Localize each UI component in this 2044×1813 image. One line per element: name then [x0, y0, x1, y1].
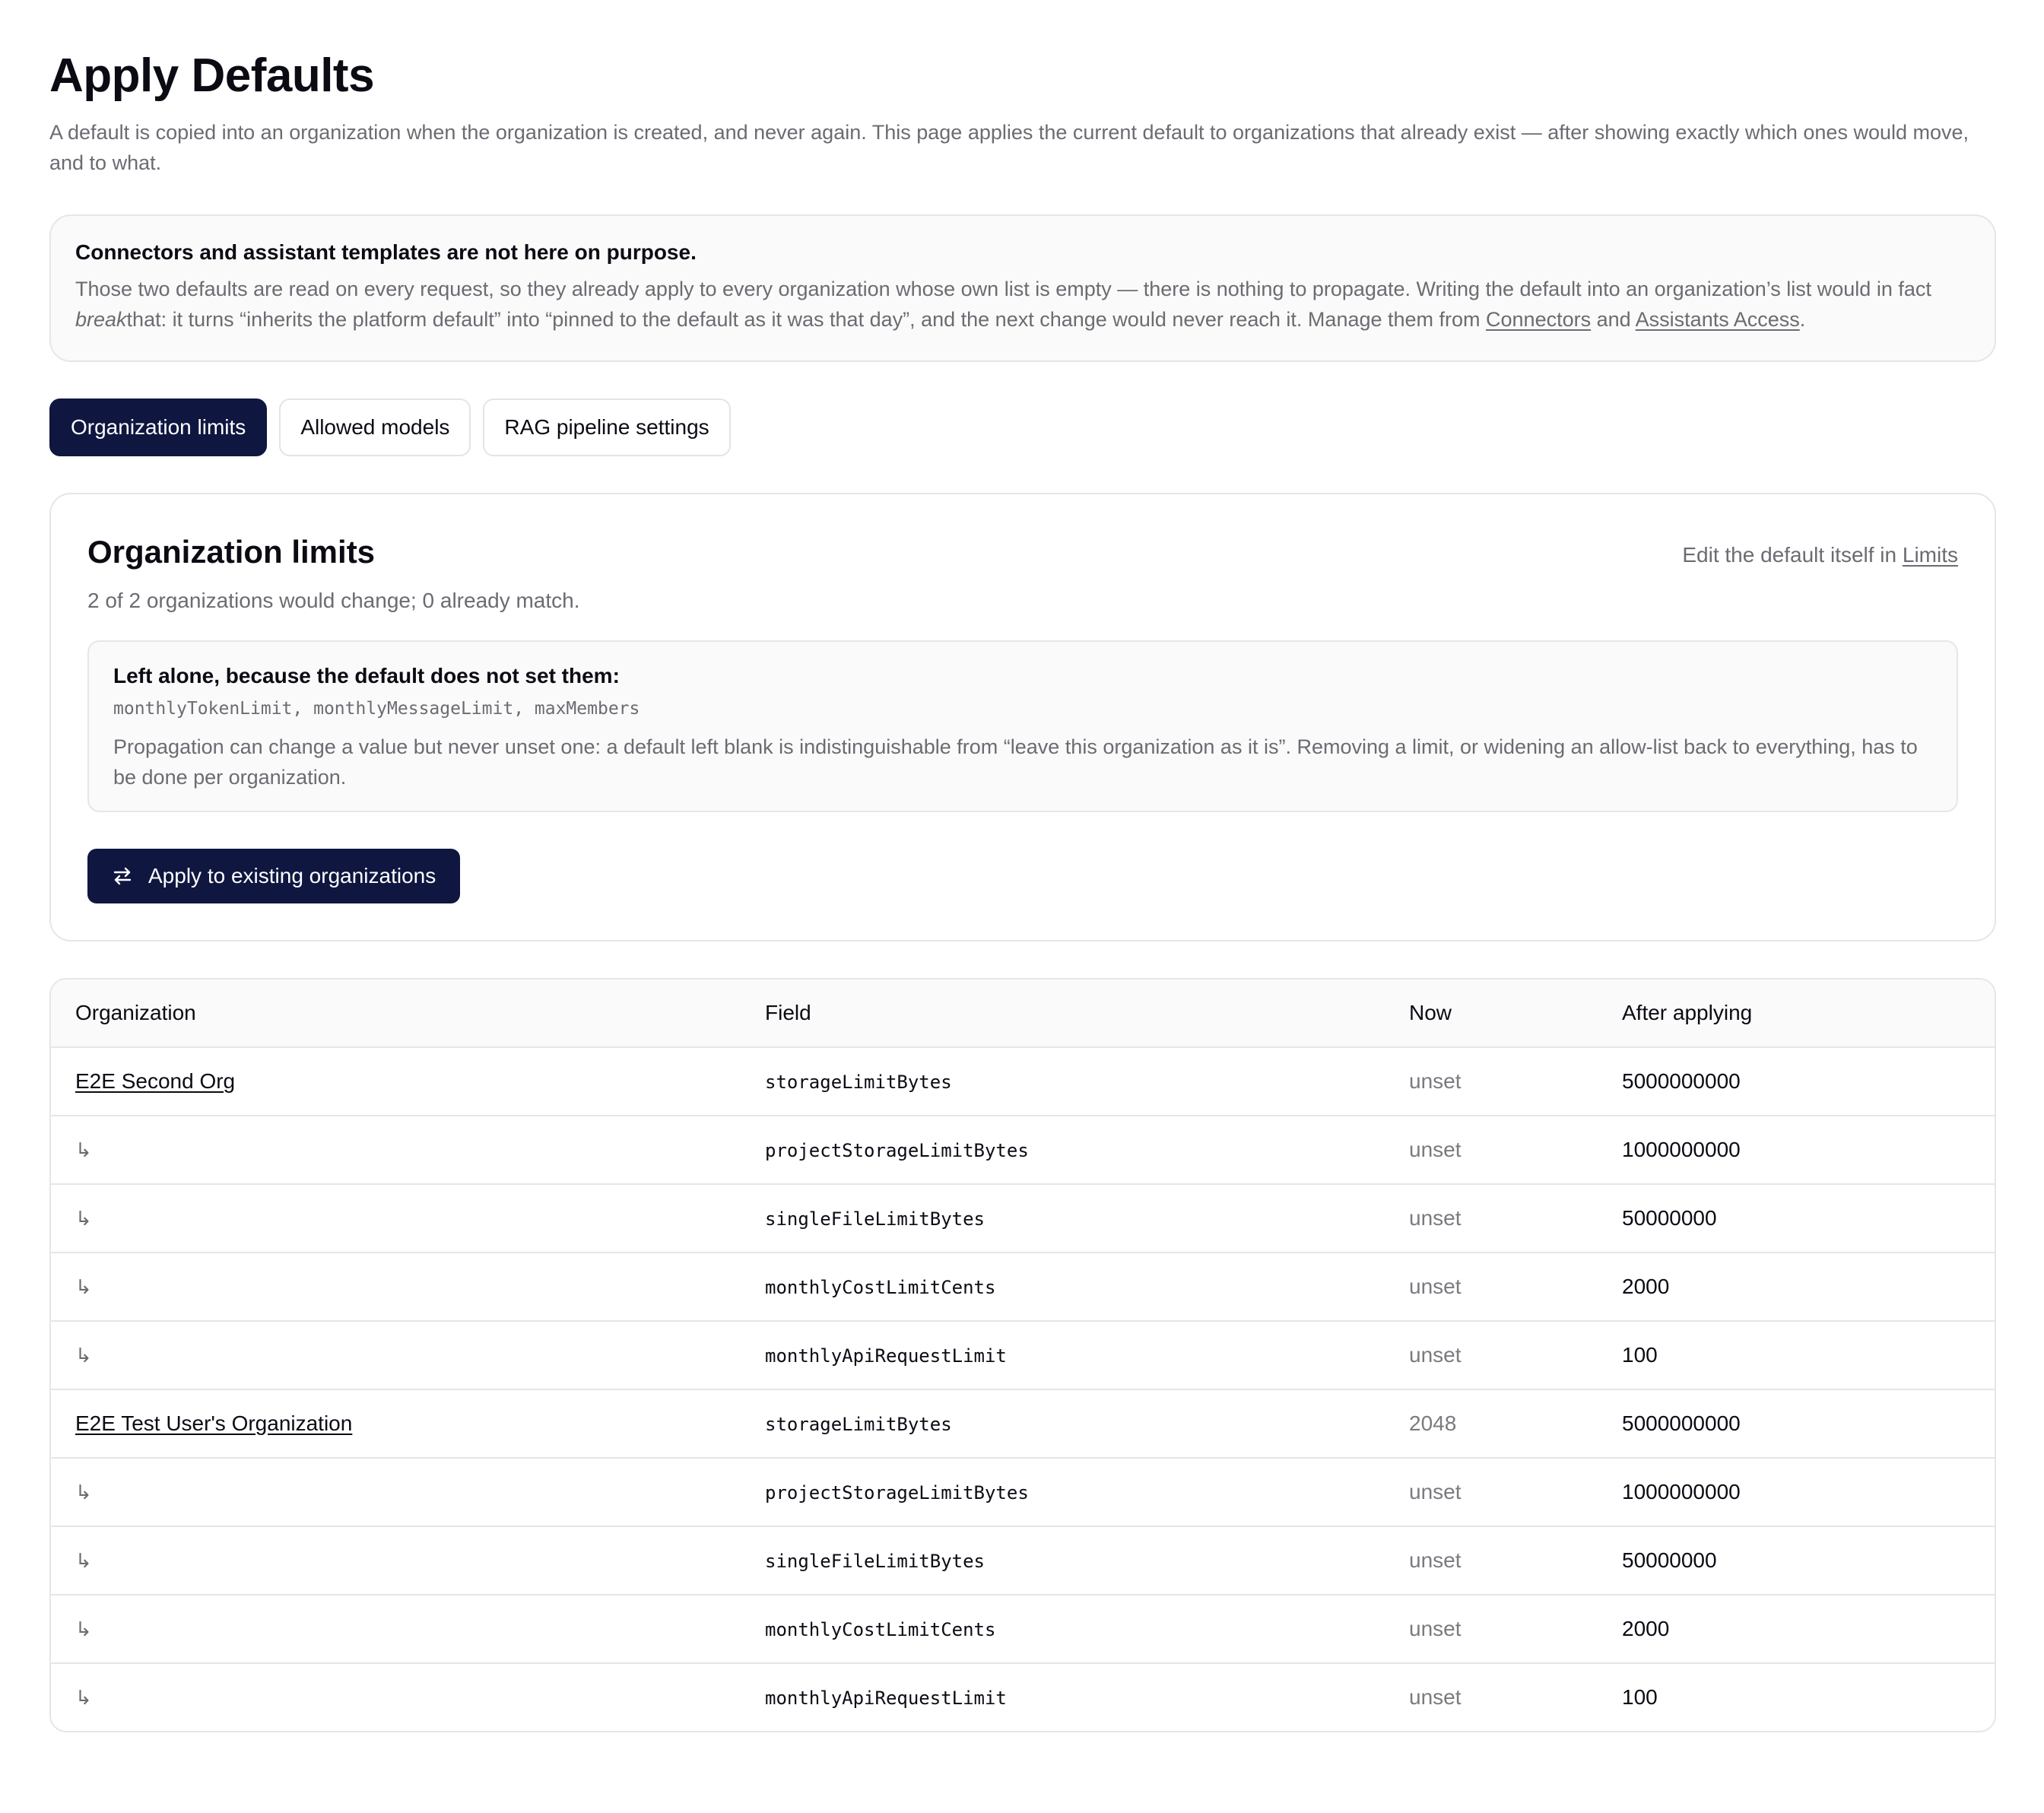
cell-organization	[51, 1526, 741, 1595]
organization-limits-card	[49, 493, 1996, 941]
table-row	[51, 1116, 1995, 1184]
field-name: monthlyApiRequestLimit	[765, 1345, 1007, 1367]
cell-field	[741, 1663, 1385, 1731]
continuation-arrow-icon: ↳	[75, 1549, 92, 1572]
table-row	[51, 1595, 1995, 1663]
notice-body-part2: that: it turns “inherits the platform default” into “pinned to the default as it was that day”, and the next change would never reach it. Manage them from	[126, 308, 1487, 331]
changes-table	[49, 978, 1996, 1732]
cell-now-value: unset	[1385, 1047, 1598, 1116]
organization-link[interactable]: E2E Test User's Organization	[75, 1411, 353, 1435]
connectors-link[interactable]: Connectors	[1486, 308, 1592, 331]
connectors-notice	[49, 214, 1996, 362]
cell-field	[741, 1321, 1385, 1389]
tab-allowed-models[interactable]: Allowed models	[279, 398, 471, 456]
left-alone-heading: Left alone, because the default does not set them:	[113, 664, 620, 687]
cell-after-value: 2000	[1598, 1253, 1995, 1321]
cell-organization	[51, 1458, 741, 1526]
table-row	[51, 1321, 1995, 1389]
cell-now-value: unset	[1385, 1116, 1598, 1184]
table-row	[51, 1458, 1995, 1526]
cell-after-value: 5000000000	[1598, 1389, 1995, 1458]
edit-default-prefix: Edit the default itself in	[1682, 543, 1903, 567]
cell-now-value: unset	[1385, 1458, 1598, 1526]
cell-now-value: unset	[1385, 1321, 1598, 1389]
field-name: monthlyApiRequestLimit	[765, 1688, 1007, 1709]
cell-after-value: 100	[1598, 1321, 1995, 1389]
notice-body-and: and	[1591, 308, 1636, 331]
tab-organization-limits[interactable]: Organization limits	[49, 398, 267, 456]
cell-now-value: unset	[1409, 1685, 1462, 1709]
cell-field	[741, 1253, 1385, 1321]
cell-now-value: unset	[1385, 1184, 1598, 1253]
cell-organization	[51, 1116, 741, 1184]
cell-field	[741, 1184, 1385, 1253]
cell-field	[741, 1389, 1385, 1458]
cell-field	[741, 1047, 1385, 1116]
field-name: projectStorageLimitBytes	[765, 1140, 1029, 1161]
cell-after-value: 50000000	[1598, 1184, 1995, 1253]
field-name: monthlyCostLimitCents	[765, 1619, 996, 1640]
table-row	[51, 1526, 1995, 1595]
assistants-access-link[interactable]: Assistants Access	[1635, 308, 1800, 331]
cell-now-value: unset	[1385, 1526, 1598, 1595]
header-organization: Organization	[51, 980, 741, 1047]
cell-organization	[51, 1184, 741, 1253]
page-subtitle: A default is copied into an organization when the organization is created, and never again. This page applies the current default to organizations that already exist — after showing exactly which ones would move, and to what.	[49, 121, 1969, 174]
cell-organization	[51, 1047, 741, 1116]
left-alone-box	[87, 640, 1958, 812]
apply-to-existing-button[interactable]	[87, 849, 460, 903]
left-alone-fields: monthlyTokenLimit, monthlyMessageLimit, maxMembers	[113, 699, 640, 719]
defaults-tabs	[49, 398, 1995, 456]
notice-heading: Connectors and assistant templates are not here on purpose.	[75, 240, 697, 264]
field-name: projectStorageLimitBytes	[765, 1482, 1029, 1503]
notice-body-end: .	[1799, 308, 1806, 331]
field-name: storageLimitBytes	[765, 1072, 952, 1093]
cell-organization	[51, 1321, 741, 1389]
field-name: singleFileLimitBytes	[765, 1208, 985, 1230]
continuation-arrow-icon: ↳	[75, 1207, 92, 1230]
cell-after-value: 50000000	[1598, 1526, 1995, 1595]
cell-organization	[51, 1663, 741, 1731]
cell-after-value: 100	[1622, 1685, 1658, 1709]
cell-now-value: unset	[1385, 1253, 1598, 1321]
notice-body	[75, 274, 1970, 335]
header-now: Now	[1385, 980, 1598, 1047]
table-header-row	[51, 980, 1995, 1047]
continuation-arrow-icon: ↳	[75, 1686, 92, 1709]
cell-now-value: 2048	[1385, 1389, 1598, 1458]
continuation-arrow-icon: ↳	[75, 1275, 92, 1298]
cell-field	[741, 1116, 1385, 1184]
table-row	[51, 1184, 1995, 1253]
notice-body-emphasis: break	[75, 308, 127, 331]
table-row	[51, 1253, 1995, 1321]
cell-field	[741, 1458, 1385, 1526]
cell-organization	[51, 1595, 741, 1663]
cell-now-value: unset	[1385, 1595, 1598, 1663]
apply-button-label: Apply to existing organizations	[148, 864, 436, 887]
cell-after-value: 1000000000	[1598, 1458, 1995, 1526]
cell-field	[741, 1595, 1385, 1663]
field-name: singleFileLimitBytes	[765, 1551, 985, 1572]
table-row	[51, 1663, 1995, 1731]
header-after-applying: After applying	[1598, 980, 1995, 1047]
cell-after-value: 1000000000	[1598, 1116, 1995, 1184]
cell-organization	[51, 1253, 741, 1321]
continuation-arrow-icon: ↳	[75, 1618, 92, 1640]
continuation-arrow-icon: ↳	[75, 1344, 92, 1367]
cell-organization	[51, 1389, 741, 1458]
cell-after-value: 2000	[1598, 1595, 1995, 1663]
field-name: monthlyCostLimitCents	[765, 1277, 996, 1298]
arrows-left-right-icon	[112, 865, 133, 887]
continuation-arrow-icon: ↳	[75, 1138, 92, 1161]
cell-after-value: 5000000000	[1598, 1047, 1995, 1116]
table-row	[51, 1389, 1995, 1458]
organization-link[interactable]: E2E Second Org	[75, 1069, 236, 1093]
continuation-arrow-icon: ↳	[75, 1481, 92, 1503]
notice-body-part1: Those two defaults are read on every request, so they already apply to every organization whose own list is empty — there is nothing to propagate. Writing the default into an organization’s list would in fact	[75, 278, 1931, 300]
edit-default-hint	[1682, 541, 1958, 569]
card-title: Organization limits	[87, 534, 376, 570]
tab-rag-pipeline-settings[interactable]: RAG pipeline settings	[483, 398, 730, 456]
page-title: Apply Defaults	[49, 49, 375, 102]
header-field: Field	[741, 980, 1385, 1047]
change-summary: 2 of 2 organizations would change; 0 already match.	[87, 589, 580, 612]
left-alone-body: Propagation can change a value but never unset one: a default left blank is indistinguishable from “leave this organization as it is”. Removing a limit, or widening an allow-list back to everything, has to be done per organization.	[113, 735, 1918, 789]
field-name: storageLimitBytes	[765, 1414, 952, 1435]
table-row	[51, 1047, 1995, 1116]
limits-link[interactable]: Limits	[1902, 543, 1958, 567]
cell-field	[741, 1526, 1385, 1595]
